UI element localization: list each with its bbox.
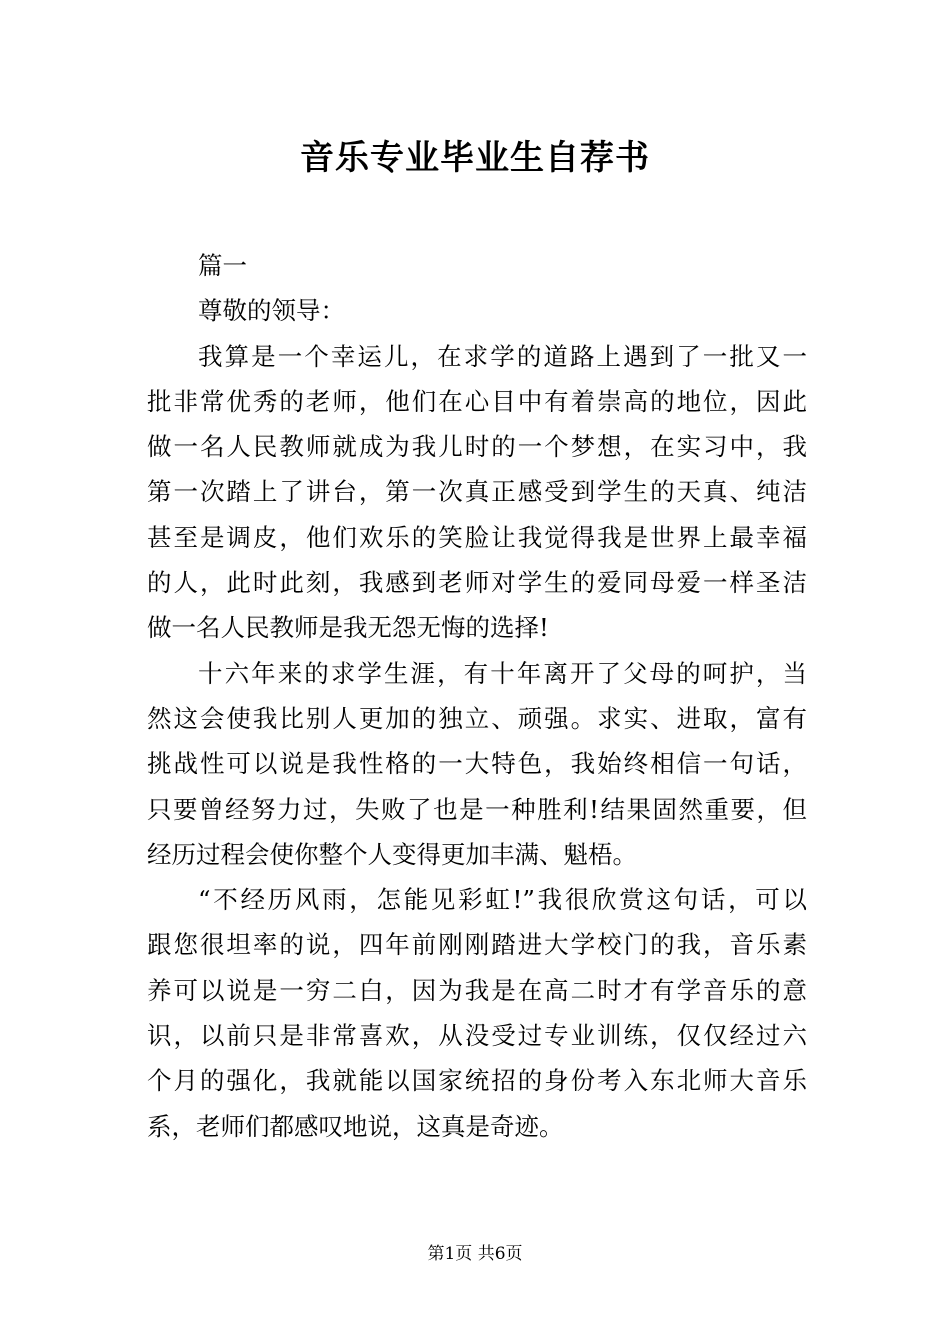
paragraph-line: 第一次踏上了讲台，第一次真正感受到学生的天真、纯洁 (147, 477, 807, 507)
paragraph-line: 个月的强化，我就能以国家统招的身份考入东北师大音乐 (147, 1066, 807, 1096)
paragraph-line: 批非常优秀的老师，他们在心目中有着崇高的地位，因此 (147, 386, 807, 416)
document-title: 音乐专业毕业生自荐书 (300, 138, 650, 178)
paragraph-line: 养可以说是一穷二白，因为我是在高二时才有学音乐的意 (147, 975, 807, 1005)
paragraph-line: 甚至是调皮，他们欢乐的笑脸让我觉得我是世界上最幸福 (147, 522, 807, 552)
paragraph-line: 做一名人民教师就成为我儿时的一个梦想，在实习中，我 (147, 432, 807, 462)
paragraph-line: 做一名人民教师是我无怨无悔的选择! (147, 613, 549, 643)
paragraph-line: 系，老师们都感叹地说，这真是奇迹。 (147, 1111, 564, 1141)
paragraph-line: 跟您很坦率的说，四年前刚刚踏进大学校门的我，音乐素 (147, 930, 807, 960)
paragraph-line: 只要曾经努力过，失败了也是一种胜利!结果固然重要，但 (147, 794, 807, 824)
paragraph-line: 十六年来的求学生涯，有十年离开了父母的呵护，当 (198, 658, 807, 688)
paragraph-line: 我算是一个幸运儿，在求学的道路上遇到了一批又一 (198, 341, 807, 371)
salutation: 尊敬的领导： (198, 296, 345, 326)
paragraph-line: 的人，此时此刻，我感到老师对学生的爱同母爱一样圣洁 (147, 568, 807, 598)
paragraph-line: 识，以前只是非常喜欢，从没受过专业训练，仅仅经过六 (147, 1021, 807, 1051)
paragraph-line: 挑战性可以说是我性格的一大特色，我始终相信一句话， (147, 749, 807, 779)
paragraph-line: 经历过程会使你整个人变得更加丰满、魁梧。 (147, 839, 637, 869)
document-body (147, 243, 807, 1149)
paragraph-line: “不经历风雨，怎能见彩虹!”我很欣赏这句话，可以 (198, 885, 807, 915)
paragraph-line: 然这会使我比别人更加的独立、顽强。求实、进取，富有 (147, 703, 807, 733)
section-label: 篇一 (198, 251, 247, 280)
page-footer: 第1页 共6页 (427, 1244, 523, 1264)
